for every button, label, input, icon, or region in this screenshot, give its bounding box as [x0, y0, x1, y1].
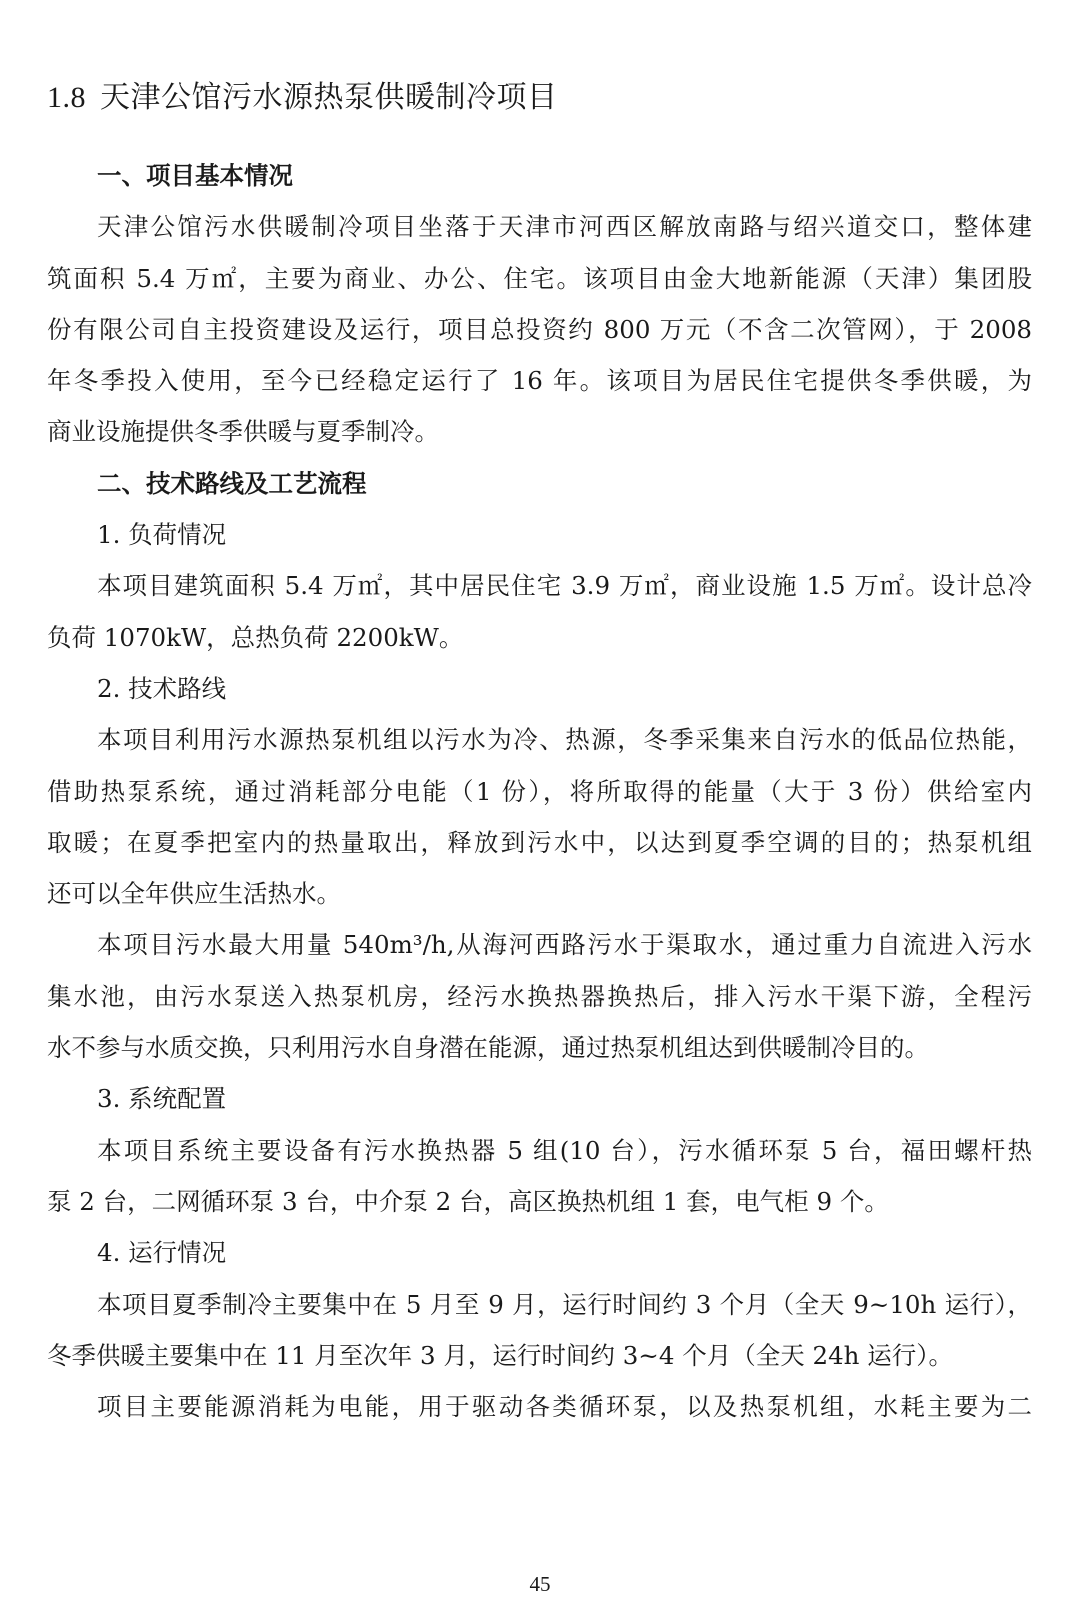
paragraph-line: 冬季供暖主要集中在 11 月至次年 3 月，运行时间约 3~4 个月（全天 24h 运行）。 — [47, 1340, 953, 1370]
paragraph-line: 筑面积 5.4 万㎡，主要为商业、办公、住宅。该项目由金大地新能源（天津）集团股 — [47, 263, 1032, 293]
paragraph-line: 水不参与水质交换，只利用污水自身潜在能源，通过热泵机组达到供暖制冷目的。 — [47, 1033, 929, 1063]
paragraph-line: 本项目建筑面积 5.4 万㎡，其中居民住宅 3.9 万㎡，商业设施 1.5 万㎡。设计总冷 — [97, 571, 1032, 601]
subheading-load: 1. 负荷情况 — [97, 520, 227, 550]
section-title: 天津公馆污水源热泵供暖制冷项目 — [100, 80, 558, 115]
paragraph-line: 本项目系统主要设备有污水换热器 5 组(10 台），污水循环泵 5 台，福田螺杆热 — [97, 1135, 1032, 1165]
subheading-project-overview: 一、项目基本情况 — [97, 161, 293, 190]
paragraph-line: 商业设施提供冬季供暖与夏季制冷。 — [47, 417, 439, 447]
paragraph-line: 还可以全年供应生活热水。 — [47, 879, 341, 909]
section-heading — [47, 76, 558, 120]
subheading-technical-route: 二、技术路线及工艺流程 — [97, 468, 367, 498]
section-number: 1.8 — [47, 81, 86, 114]
body-text — [47, 150, 1032, 1432]
paragraph-line: 本项目利用污水源热泵机组以污水为冷、热源，冬季采集来自污水的低品位热能， — [97, 725, 1032, 755]
paragraph-line: 份有限公司自主投资建设及运行，项目总投资约 800 万元（不含二次管网），于 2008 — [47, 314, 1032, 344]
paragraph-line: 泵 2 台，二网循环泵 3 台，中介泵 2 台，高区换热机组 1 套，电气柜 9 个。 — [47, 1186, 889, 1216]
paragraph-line: 取暖；在夏季把室内的热量取出，释放到污水中，以达到夏季空调的目的；热泵机组 — [47, 827, 1032, 857]
paragraph-line: 本项目污水最大用量 540m³/h,从海河西路污水于渠取水，通过重力自流进入污水 — [97, 930, 1032, 960]
page-number: 45 — [529, 1572, 551, 1596]
subheading-route: 2. 技术路线 — [97, 673, 227, 703]
paragraph-line: 负荷 1070kW，总热负荷 2200kW。 — [47, 622, 464, 652]
paragraph-line: 本项目夏季制冷主要集中在 5 月至 9 月，运行时间约 3 个月（全天 9~10h 运行）， — [97, 1289, 1032, 1319]
subheading-system-config: 3. 系统配置 — [97, 1084, 227, 1114]
paragraph-line: 项目主要能源消耗为电能，用于驱动各类循环泵，以及热泵机组，水耗主要为二 — [97, 1392, 1032, 1422]
subheading-operation: 4. 运行情况 — [97, 1238, 227, 1268]
paragraph-line: 借助热泵系统，通过消耗部分电能（1 份），将所取得的能量（大于 3 份）供给室内 — [47, 776, 1032, 806]
paragraph-line: 年冬季投入使用，至今已经稳定运行了 16 年。该项目为居民住宅提供冬季供暖，为 — [47, 366, 1032, 396]
paragraph-line: 集水池，由污水泵送入热泵机房，经污水换热器换热后，排入污水干渠下游，全程污 — [47, 981, 1032, 1011]
paragraph-line: 天津公馆污水供暖制冷项目坐落于天津市河西区解放南路与绍兴道交口，整体建 — [97, 212, 1032, 242]
